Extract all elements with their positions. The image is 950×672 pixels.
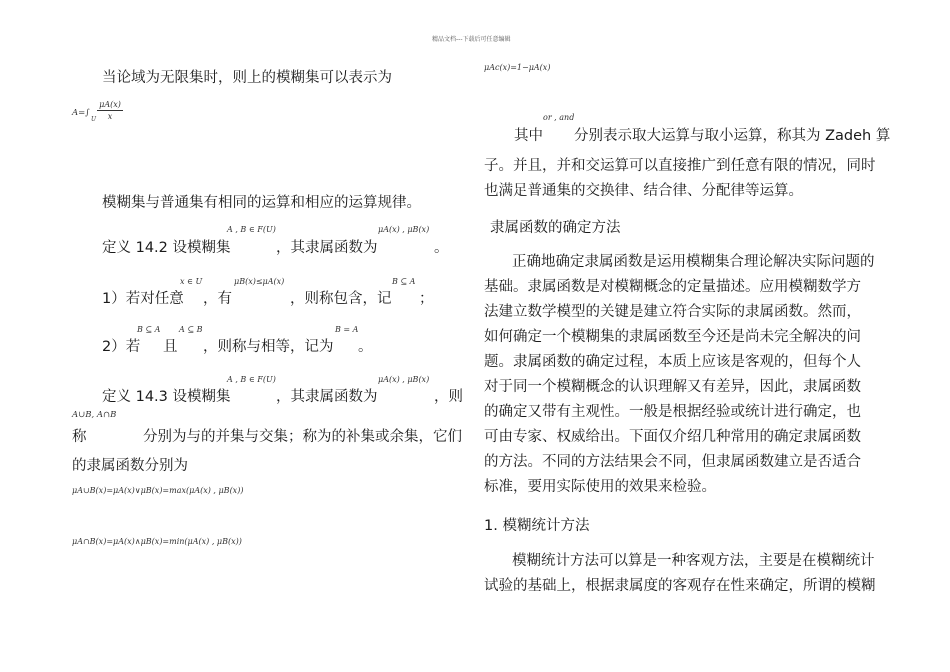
def143-sup-mu: μA(x) , μB(x) [378,375,430,384]
item2-d: 。 [358,339,373,355]
formula-complement: μAc(x)=1−μA(x) [484,63,551,72]
para1-line: 对于同一个模糊概念的认识理解又有差异，因此，隶属函数 [484,379,861,395]
qizhong-a: 其中 [514,128,543,144]
heading-fuzzy-statistics: 1. 模糊统计方法 [484,518,590,534]
para2-line: 模糊统计方法可以算是一种客观方法，主要是在模糊统计 [512,553,875,569]
or-and-label: or , and [543,113,575,122]
def143-label: 定义 14.3 设模糊集 [102,389,231,405]
para1-line: 法建立数学模型的关键是建立符合实际的隶属函数。然而， [484,304,861,320]
heading-membership-methods: 隶属函数的确定方法 [490,220,621,236]
para2-line: 试验的基础上，根据隶属度的客观存在性来确定，所谓的模糊 [484,578,876,594]
fraction-bar [97,110,123,111]
def143-sup-ab: A , B ∈ F(U) [227,375,276,384]
formula-a-denominator: x [107,112,113,121]
para1-line: 的方法。不同的方法结果会不同，但隶属函数建立是否适合 [484,454,861,470]
page-header: 精品文档---下载后可任意编辑 [432,36,511,43]
item1-c: ，则称包含，记 [290,291,392,307]
def142-label: 定义 14.2 设模糊集 [102,240,231,256]
item2-sup-equal: B = A [335,325,359,334]
item2-a: 2）若 [102,339,141,355]
paragraph-operations: 模糊集与普通集有相同的运算和相应的运算规律。 [102,195,421,211]
item2-sup-b-subset-a: B ⊆ A [137,325,161,334]
line-cheng: 称 [72,429,87,445]
item1-b: ，有 [203,291,232,307]
para1-line: 的确定又带有主观性。一般是根据经验或统计进行确定，也 [484,404,861,420]
def143-end: ，则 [434,389,463,405]
def143-mid: ，其隶属函数为 [276,389,378,405]
item1-a: 1）若对任意 [102,291,184,307]
para1-line: 基础。隶属函数是对模糊概念的定量描述。应用模糊数学方 [484,279,861,295]
def142-sup-mu: μA(x) , μB(x) [378,225,430,234]
para1-line: 如何确定一个模糊集的隶属函数至今还是尚未完全解决的问 [484,329,861,345]
item2-b: 且 [163,339,178,355]
formula-a-numerator: μA(x) [99,100,121,109]
para1-line: 可由专家、权威给出。下面仅介绍几种常用的确定隶属函数 [484,429,861,445]
def143-sup-union-inter: A∪B, A∩B [72,410,117,420]
paragraph-membership [484,250,875,500]
line-membership-functions: 的隶属函数分别为 [72,458,188,474]
qizhong-line2: 子。并且，并和交运算可以直接推广到任意有限的情况，同时 [484,158,876,174]
para1-line: 正确地确定隶属函数是运用模糊集合理论解决实际问题的 [512,254,875,270]
formula-intersection: μA∩B(x)=μA(x)∧μB(x)=min(μA(x) , μB(x)) [72,537,242,546]
para1-line: 题。隶属函数的确定过程，本质上应该是客观的，但每个人 [484,354,861,370]
item2-sup-a-subset-b: A ⊆ B [179,325,203,334]
formula-a-fraction [97,100,123,121]
item1-sup-leq: μB(x)≤μA(x) [234,277,285,286]
formula-a-subscript: U [91,116,97,123]
formula-a-prefix: A=∫ [72,108,90,118]
def142-sup-ab: A , B ∈ F(U) [227,225,276,234]
qizhong-b: 分别表示取大运算与取小运算，称其为 Zadeh 算 [574,128,891,144]
def142-end: 。 [434,240,449,256]
item1-sup-subset: B ⊆ A [392,277,416,286]
def142-mid: ，其隶属函数为 [276,240,378,256]
paragraph-infinite-set: 当论域为无限集时，则上的模糊集可以表示为 [102,70,392,86]
formula-union: μA∪B(x)=μA(x)∨μB(x)=max(μA(x) , μB(x)) [72,486,244,495]
para1-line: 标准，要用实际使用的效果来检验。 [484,479,716,495]
item1-d: ； [419,291,434,307]
line-cheng-rest: 分别为与的并集与交集；称为的补集或余集，它们 [143,429,462,445]
item1-sup-xinu: x ∈ U [180,277,203,286]
qizhong-line3: 也满足普通集的交换律、结合律、分配律等运算。 [484,183,803,199]
paragraph-fuzzy-statistics [484,549,876,599]
item2-c: ，则称与相等，记为 [203,339,334,355]
